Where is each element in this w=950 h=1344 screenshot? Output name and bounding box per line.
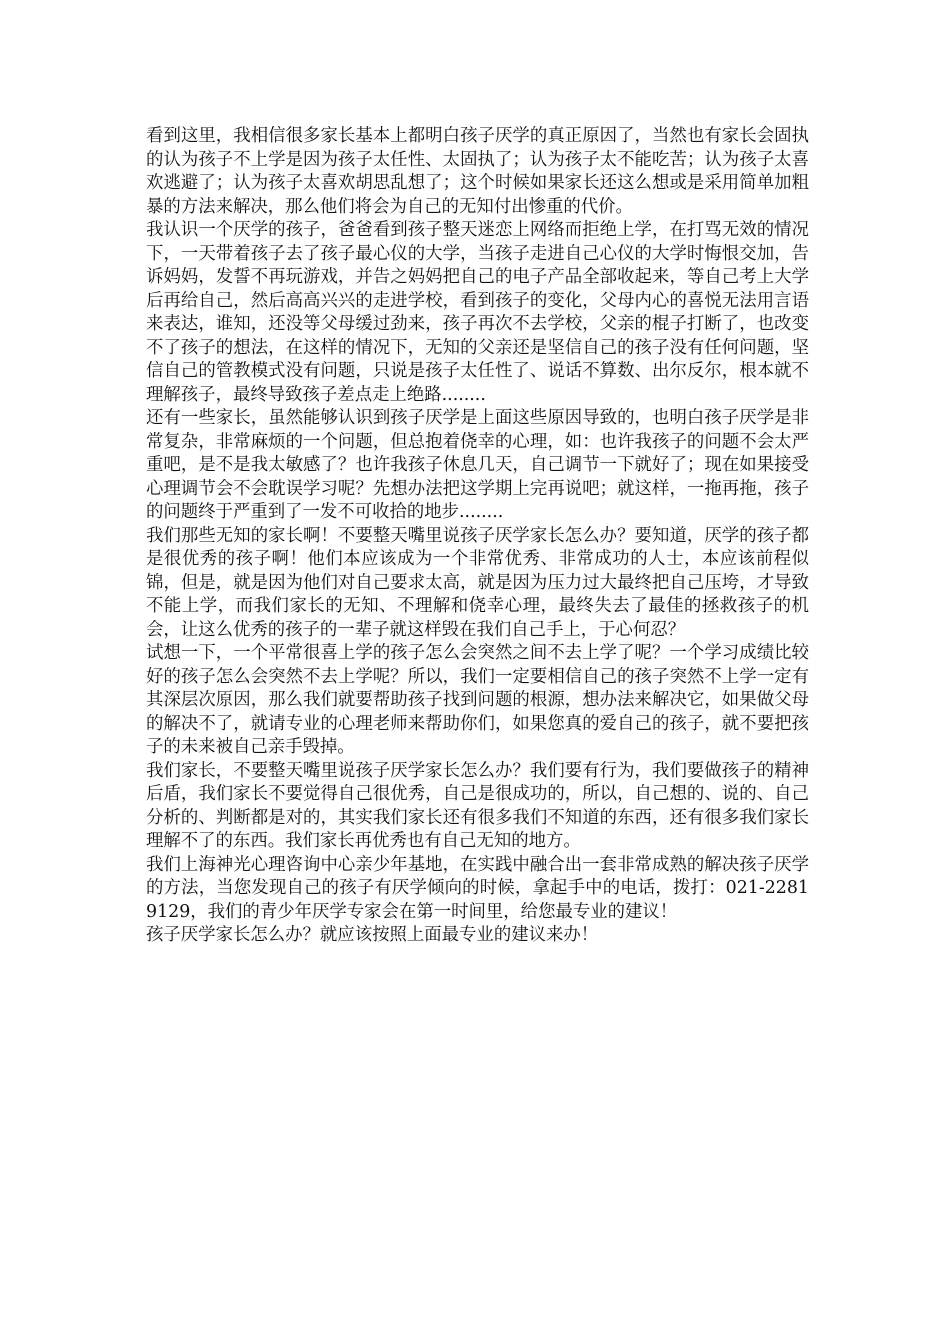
paragraph-7: 我们上海神光心理咨询中心亲少年基地，在实践中融合出一套非常成熟的解决孩子厌学的方法，当您发现自己的孩子有厌学倾向的时候，拿起手中的电话，拨打：021-22819129，我们的青少年厌学专家会在第一时间里，给您最专业的建议！ bbox=[146, 854, 809, 922]
article-body bbox=[146, 125, 809, 948]
paragraph-6: 我们家长，不要整天嘴里说孩子厌学家长怎么办？我们要有行为，我们要做孩子的精神后盾，我们家长不要觉得自己很优秀，自己是很成功的，所以，自己想的、说的、自己分析的、判断都是对的，其实我们家长还有很多我们不知道的东西，还有很多我们家长理解不了的东西。我们家长再优秀也有自己无知的地方。 bbox=[146, 760, 809, 851]
paragraph-3: 还有一些家长，虽然能够认识到孩子厌学是上面这些原因导致的，也明白孩子厌学是非常复杂，非常麻烦的一个问题，但总抱着侥幸的心理，如：也许我孩子的问题不会太严重吧，是不是我太敏感了？也许我孩子休息几天，自己调节一下就好了；现在如果接受心理调节会不会耽误学习呢？先想办法把这学期上完再说吧；就这样，一拖再拖，孩子的问题终于严重到了一发不可收拾的地步........ bbox=[146, 408, 809, 522]
paragraph-1: 看到这里，我相信很多家长基本上都明白孩子厌学的真正原因了，当然也有家长会固执的认为孩子不上学是因为孩子太任性、太固执了；认为孩子太不能吃苦；认为孩子太喜欢逃避了；认为孩子太喜欢胡思乱想了；这个时候如果家长还这么想或是采用简单加粗暴的方法来解决，那么他们将会为自己的无知付出惨重的代价。 bbox=[146, 126, 809, 217]
paragraph-4: 我们那些无知的家长啊！不要整天嘴里说孩子厌学家长怎么办？要知道，厌学的孩子都是很优秀的孩子啊！他们本应该成为一个非常优秀、非常成功的人士，本应该前程似锦，但是，就是因为他们对自己要求太高，就是因为压力过大最终把自己压垮，才导致不能上学，而我们家长的无知、不理解和侥幸心理，最终失去了最佳的拯救孩子的机会，让这么优秀的孩子的一辈子就这样毁在我们自己手上，于心何忍？ bbox=[146, 525, 809, 640]
paragraph-8: 孩子厌学家长怎么办？就应该按照上面最专业的建议来办！ bbox=[146, 925, 599, 945]
paragraph-5: 试想一下，一个平常很喜上学的孩子怎么会突然之间不去上学了呢？一个学习成绩比较好的孩子怎么会突然不去上学呢？所以，我们一定要相信自己的孩子突然不上学一定有其深层次原因，那么我们就要帮助孩子找到问题的根源，想办法来解决它，如果做父母的解决不了，就请专业的心理老师来帮助你们，如果您真的爱自己的孩子，就不要把孩子的未来被自己亲手毁掉。 bbox=[146, 643, 809, 757]
paragraph-2: 我认识一个厌学的孩子，爸爸看到孩子整天迷恋上网络而拒绝上学，在打骂无效的情况下，一天带着孩子去了孩子最心仪的大学，当孩子走进自己心仪的大学时悔恨交加，告诉妈妈，发誓不再玩游戏，并告之妈妈把自己的电子产品全部收起来，等自己考上大学后再给自己，然后高高兴兴的走进学校，看到孩子的变化，父母内心的喜悦无法用言语来表达，谁知，还没等父母缓过劲来，孩子再次不去学校，父亲的棍子打断了，也改变不了孩子的想法，在这样的情况下，无知的父亲还是坚信自己的孩子没有任何问题，坚信自己的管教模式没有问题，只说是孩子太任性了、说话不算数、出尔反尔，根本就不理解孩子，最终导致孩子差点走上绝路........ bbox=[146, 220, 809, 405]
